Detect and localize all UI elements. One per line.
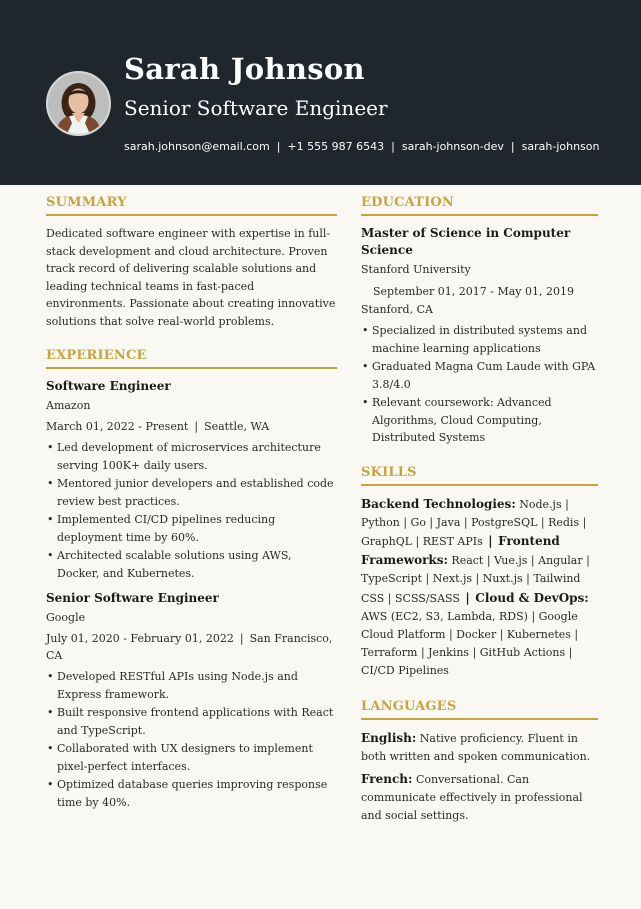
- resume-header: [0, 0, 641, 185]
- school-name: Stanford University: [361, 263, 471, 276]
- languages-section: [361, 699, 598, 825]
- bullet-item: • Led development of microservices architecture serving 100K+ daily users.: [46, 439, 337, 474]
- skills-heading: SKILLS: [361, 465, 598, 486]
- candidate-title: Senior Software Engineer: [124, 96, 388, 120]
- candidate-name: Sarah Johnson: [124, 52, 365, 86]
- bullet-item: • Implemented CI/CD pipelines reducing deployment time by 60%.: [46, 511, 337, 546]
- language-text: Native proficiency. Fluent in both written and spoken communication.: [361, 731, 591, 763]
- bullet-item: • Graduated Magna Cum Laude with GPA 3.8/4.0: [361, 358, 598, 393]
- experience-section: [46, 348, 337, 811]
- language-item: [361, 770, 598, 825]
- experience-heading: EXPERIENCE: [46, 348, 337, 369]
- bullet-item: • Relevant coursework: Advanced Algorithms, Cloud Computing, Distributed Systems: [361, 394, 598, 447]
- job-location: Seattle, WA: [204, 420, 270, 433]
- person-photo-icon: [48, 73, 109, 134]
- skill-group-items: Node.js | Python | Go | Java | PostgreSQL | Redis | GraphQL | REST APIs: [361, 497, 587, 548]
- summary-text: Dedicated software engineer with expertise in full-stack development and cloud architecture. Proven track record of delivering scalable solutions and leading technical teams in fast-paced environments. Passionate about creating innovative solutions that solve real-world problems.: [46, 227, 336, 328]
- meta-separator: |: [239, 632, 244, 645]
- language-label: English:: [361, 730, 417, 745]
- job-dates: July 01, 2020 - February 01, 2022: [46, 632, 234, 645]
- languages-heading: LANGUAGES: [361, 699, 598, 720]
- job-entry: [46, 590, 337, 811]
- summary-section: [46, 195, 337, 330]
- job-title: Senior Software Engineer: [46, 591, 219, 605]
- skills-text: [361, 495, 598, 681]
- job-company: Amazon: [46, 399, 91, 412]
- bullet-item: • Optimized database queries improving response time by 40%.: [46, 776, 337, 811]
- language-item: [361, 729, 598, 766]
- phone-link[interactable]: +1 555 987 6543: [287, 140, 385, 153]
- skill-group-separator: |: [465, 590, 470, 605]
- job-title: Software Engineer: [46, 379, 171, 393]
- skill-group-items: React | Vue.js | Angular | TypeScript | Next.js | Nuxt.js | Tailwind CSS | SCSS/SASS: [361, 554, 590, 605]
- job-meta: [46, 418, 337, 435]
- summary-heading: SUMMARY: [46, 195, 337, 216]
- education-section: [361, 195, 598, 447]
- job-bullets: [46, 439, 337, 582]
- contact-line: [124, 140, 599, 153]
- bullet-item: • Specialized in distributed systems and machine learning applications: [361, 322, 598, 357]
- skill-group-separator: |: [488, 533, 493, 548]
- bullet-item: • Developed RESTful APIs using Node.js and Express framework.: [46, 668, 337, 703]
- github-link[interactable]: sarah-johnson-dev: [401, 140, 504, 153]
- contact-separator: |: [391, 140, 395, 153]
- job-entry: [46, 378, 337, 582]
- contact-separator: |: [510, 140, 515, 153]
- email-link[interactable]: sarah.johnson@email.com: [124, 140, 270, 153]
- skill-group-label: Backend Technologies:: [361, 496, 516, 511]
- bullet-item: • Architected scalable solutions using AWS, Docker, and Kubernetes.: [46, 547, 337, 582]
- bullet-item: • Built responsive frontend applications with React and TypeScript.: [46, 704, 337, 739]
- skill-group-items: AWS (EC2, S3, Lambda, RDS) | Google Cloud Platform | Docker | Kubernetes | Terraform | Jenkins | GitHub Actions | CI/CD Pipelines: [361, 609, 579, 678]
- language-text: Conversational. Can communicate effectively in professional and social settings.: [361, 772, 583, 822]
- job-bullets: [46, 668, 337, 811]
- education-dates: September 01, 2017 - May 01, 2019: [373, 285, 574, 298]
- education-heading: EDUCATION: [361, 195, 598, 216]
- meta-separator: |: [194, 420, 199, 433]
- job-location: San Francisco, CA: [46, 632, 333, 662]
- avatar: [46, 71, 111, 136]
- education-location: Stanford, CA: [361, 303, 433, 316]
- skill-group-label: Frontend Frameworks:: [361, 533, 560, 568]
- contact-separator: |: [276, 140, 281, 153]
- degree-title: Master of Science in Computer Science: [361, 226, 571, 257]
- language-label: French:: [361, 771, 413, 786]
- bullet-item: • Collaborated with UX designers to implement pixel-perfect interfaces.: [46, 740, 337, 775]
- linkedin-link[interactable]: sarah-johnson: [521, 140, 600, 153]
- right-column: [361, 195, 598, 843]
- job-company: Google: [46, 611, 86, 624]
- job-meta: [46, 630, 337, 664]
- skill-group-label: Cloud & DevOps:: [475, 590, 589, 605]
- education-bullets: [361, 322, 598, 447]
- left-column: [46, 195, 337, 829]
- skills-section: [361, 465, 598, 681]
- bullet-item: • Mentored junior developers and established code review best practices.: [46, 475, 337, 510]
- job-dates: March 01, 2022 - Present: [46, 420, 189, 433]
